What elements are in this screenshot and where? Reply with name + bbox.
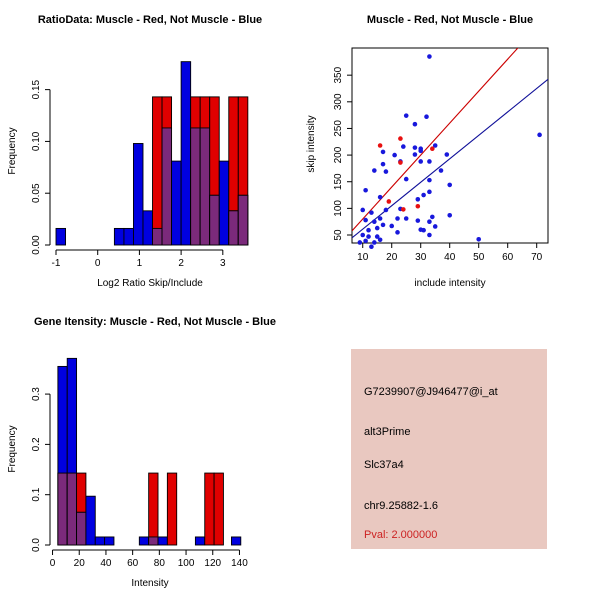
- svg-text:3: 3: [220, 258, 226, 269]
- not-muscle-point: [404, 177, 409, 182]
- svg-text:140: 140: [231, 558, 248, 569]
- overlap-bar: [77, 512, 86, 545]
- not-muscle-point: [381, 223, 386, 228]
- not-muscle-bar: [143, 211, 153, 245]
- not-muscle-bar: [86, 496, 95, 545]
- ratio-histogram-xlabel: Log2 Ratio Skip/Include: [97, 278, 203, 289]
- not-muscle-point: [418, 149, 423, 154]
- not-muscle-bar: [124, 228, 134, 245]
- not-muscle-bar: [95, 537, 104, 545]
- overlap-bar: [238, 195, 248, 245]
- not-muscle-point: [384, 169, 389, 174]
- ratio-histogram-ylabel: Frequency: [7, 127, 18, 175]
- gene-histogram-title: Gene Itensity: Muscle - Red, Not Muscle - Blue: [33, 316, 277, 328]
- svg-text:80: 80: [153, 558, 165, 569]
- not-muscle-point: [439, 168, 444, 173]
- overlap-bar: [210, 195, 220, 245]
- scatter-ylabel: skip intensity: [306, 115, 317, 173]
- not-muscle-point: [418, 159, 423, 164]
- svg-text:60: 60: [127, 558, 139, 569]
- not-muscle-point: [375, 226, 380, 231]
- not-muscle-bar: [56, 228, 66, 245]
- not-muscle-point: [433, 224, 438, 229]
- scatter-plot: [300, 0, 600, 300]
- muscle-bar: [153, 97, 163, 245]
- svg-text:60: 60: [502, 252, 514, 263]
- muscle-point: [430, 146, 435, 151]
- muscle-point: [416, 204, 421, 209]
- not-muscle-point: [404, 216, 409, 221]
- not-muscle-point: [427, 54, 432, 59]
- svg-text:20: 20: [73, 558, 85, 569]
- overlap-bar: [229, 211, 239, 245]
- not-muscle-point: [363, 218, 368, 223]
- not-muscle-point: [378, 195, 383, 200]
- svg-text:50: 50: [473, 252, 485, 263]
- not-muscle-point: [378, 238, 383, 243]
- svg-text:-1: -1: [51, 258, 61, 269]
- not-muscle-point: [424, 114, 429, 119]
- not-muscle-point: [427, 178, 432, 183]
- muscle-point: [401, 207, 406, 212]
- not-muscle-point: [366, 228, 371, 233]
- muscle-bar: [205, 473, 214, 545]
- muscle-bar: [214, 473, 223, 545]
- svg-text:30: 30: [415, 252, 427, 263]
- not-muscle-point: [476, 237, 481, 242]
- not-muscle-point: [421, 193, 426, 198]
- overlap-bar: [67, 473, 76, 545]
- not-muscle-point: [372, 240, 377, 245]
- not-muscle-point: [389, 224, 394, 229]
- not-muscle-bar: [219, 161, 229, 245]
- not-muscle-point: [366, 234, 371, 239]
- not-muscle-point: [369, 244, 374, 249]
- svg-text:50: 50: [333, 229, 344, 241]
- not-muscle-point: [413, 152, 418, 157]
- gene-histogram-ylabel: Frequency: [7, 425, 18, 473]
- not-muscle-point: [360, 208, 365, 213]
- not-muscle-point: [427, 159, 432, 164]
- svg-text:120: 120: [204, 558, 222, 569]
- svg-text:2: 2: [178, 258, 184, 269]
- histogram-bars: [58, 358, 241, 545]
- not-muscle-point: [404, 113, 409, 118]
- not-muscle-point: [381, 162, 386, 167]
- svg-text:0.1: 0.1: [31, 487, 42, 502]
- svg-text:10: 10: [357, 252, 369, 263]
- not-muscle-bar: [158, 537, 167, 545]
- svg-text:0.3: 0.3: [31, 387, 42, 402]
- not-muscle-point: [395, 216, 400, 221]
- not-muscle-bar: [105, 537, 114, 545]
- overlap-bar: [200, 128, 210, 245]
- event-type-text: alt3Prime: [364, 426, 411, 438]
- not-muscle-point: [430, 215, 435, 220]
- not-muscle-point: [447, 183, 452, 188]
- svg-text:0.15: 0.15: [31, 79, 42, 100]
- data-points: [358, 54, 542, 249]
- not-muscle-bar: [172, 161, 182, 245]
- overlap-bar: [58, 473, 67, 545]
- muscle-point: [387, 199, 392, 204]
- not-muscle-point: [363, 188, 368, 193]
- svg-text:0.05: 0.05: [31, 183, 42, 203]
- not-muscle-point: [416, 197, 421, 202]
- svg-text:250: 250: [333, 120, 344, 137]
- muscle-point: [398, 136, 403, 141]
- not-muscle-point: [427, 190, 432, 195]
- muscle-point: [398, 160, 403, 165]
- not-muscle-point: [413, 122, 418, 127]
- not-muscle-bar: [114, 228, 124, 245]
- svg-text:20: 20: [386, 252, 398, 263]
- pval-text: Pval: 2.000000: [364, 529, 438, 541]
- not-muscle-point: [445, 152, 450, 157]
- overlap-bar: [153, 228, 163, 245]
- svg-text:1: 1: [136, 258, 143, 269]
- not-muscle-bar: [195, 537, 204, 545]
- not-muscle-point: [537, 133, 542, 138]
- svg-text:0: 0: [94, 258, 101, 269]
- svg-text:350: 350: [333, 66, 344, 84]
- not-muscle-point: [378, 216, 383, 221]
- svg-text:300: 300: [333, 93, 344, 111]
- not-muscle-bar: [139, 537, 148, 545]
- svg-text:40: 40: [100, 558, 112, 569]
- svg-text:0: 0: [49, 558, 56, 569]
- gene-histogram-xlabel: Intensity: [131, 578, 169, 589]
- not-muscle-point: [416, 218, 421, 223]
- not-muscle-point: [360, 233, 365, 238]
- not-muscle-point: [358, 240, 363, 245]
- overlap-bar: [149, 537, 158, 545]
- svg-text:0.0: 0.0: [31, 538, 42, 552]
- not-muscle-bar: [231, 537, 240, 545]
- muscle-bar: [167, 473, 176, 545]
- not-muscle-point: [384, 208, 389, 213]
- scatter-xlabel: include intensity: [414, 278, 486, 289]
- muscle-bar: [149, 473, 158, 545]
- svg-text:100: 100: [333, 200, 344, 217]
- not-muscle-point: [418, 227, 423, 232]
- not-muscle-bar: [181, 62, 191, 245]
- svg-text:0.2: 0.2: [31, 437, 42, 452]
- not-muscle-point: [395, 230, 400, 235]
- overlap-bar: [191, 128, 201, 245]
- svg-text:150: 150: [333, 173, 344, 191]
- not-muscle-point: [369, 210, 374, 215]
- not-muscle-point: [427, 219, 432, 224]
- svg-text:0.10: 0.10: [31, 131, 42, 152]
- overlap-bar: [162, 128, 172, 245]
- probe-id-text: G7239907@J946477@i_at: [364, 386, 498, 398]
- svg-text:0.00: 0.00: [31, 235, 42, 255]
- not-muscle-point: [381, 150, 386, 155]
- not-muscle-point: [372, 219, 377, 224]
- not-muscle-point: [363, 239, 368, 244]
- svg-text:200: 200: [333, 146, 344, 164]
- not-muscle-bar: [133, 143, 143, 245]
- scatter-title: Muscle - Red, Not Muscle - Blue: [366, 14, 534, 26]
- not-muscle-point: [392, 153, 397, 158]
- event-info-panel: [351, 349, 547, 549]
- not-muscle-point: [427, 233, 432, 238]
- ratio-histogram-plot: [0, 0, 300, 300]
- not-muscle-point: [447, 213, 452, 218]
- svg-text:70: 70: [531, 252, 543, 263]
- gene-name-text: Slc37a4: [364, 459, 404, 471]
- gene-histogram-plot: [0, 300, 300, 600]
- not-muscle-point: [413, 145, 418, 150]
- svg-text:100: 100: [177, 558, 195, 569]
- histogram-bars: [56, 62, 248, 245]
- muscle-point: [378, 143, 383, 148]
- location-text: chr9.25882-1.6: [364, 500, 438, 512]
- not-muscle-point: [401, 144, 406, 149]
- svg-text:40: 40: [444, 252, 456, 263]
- not-muscle-point: [372, 168, 377, 173]
- ratio-histogram-title: RatioData: Muscle - Red, Not Muscle - Blue: [37, 14, 263, 26]
